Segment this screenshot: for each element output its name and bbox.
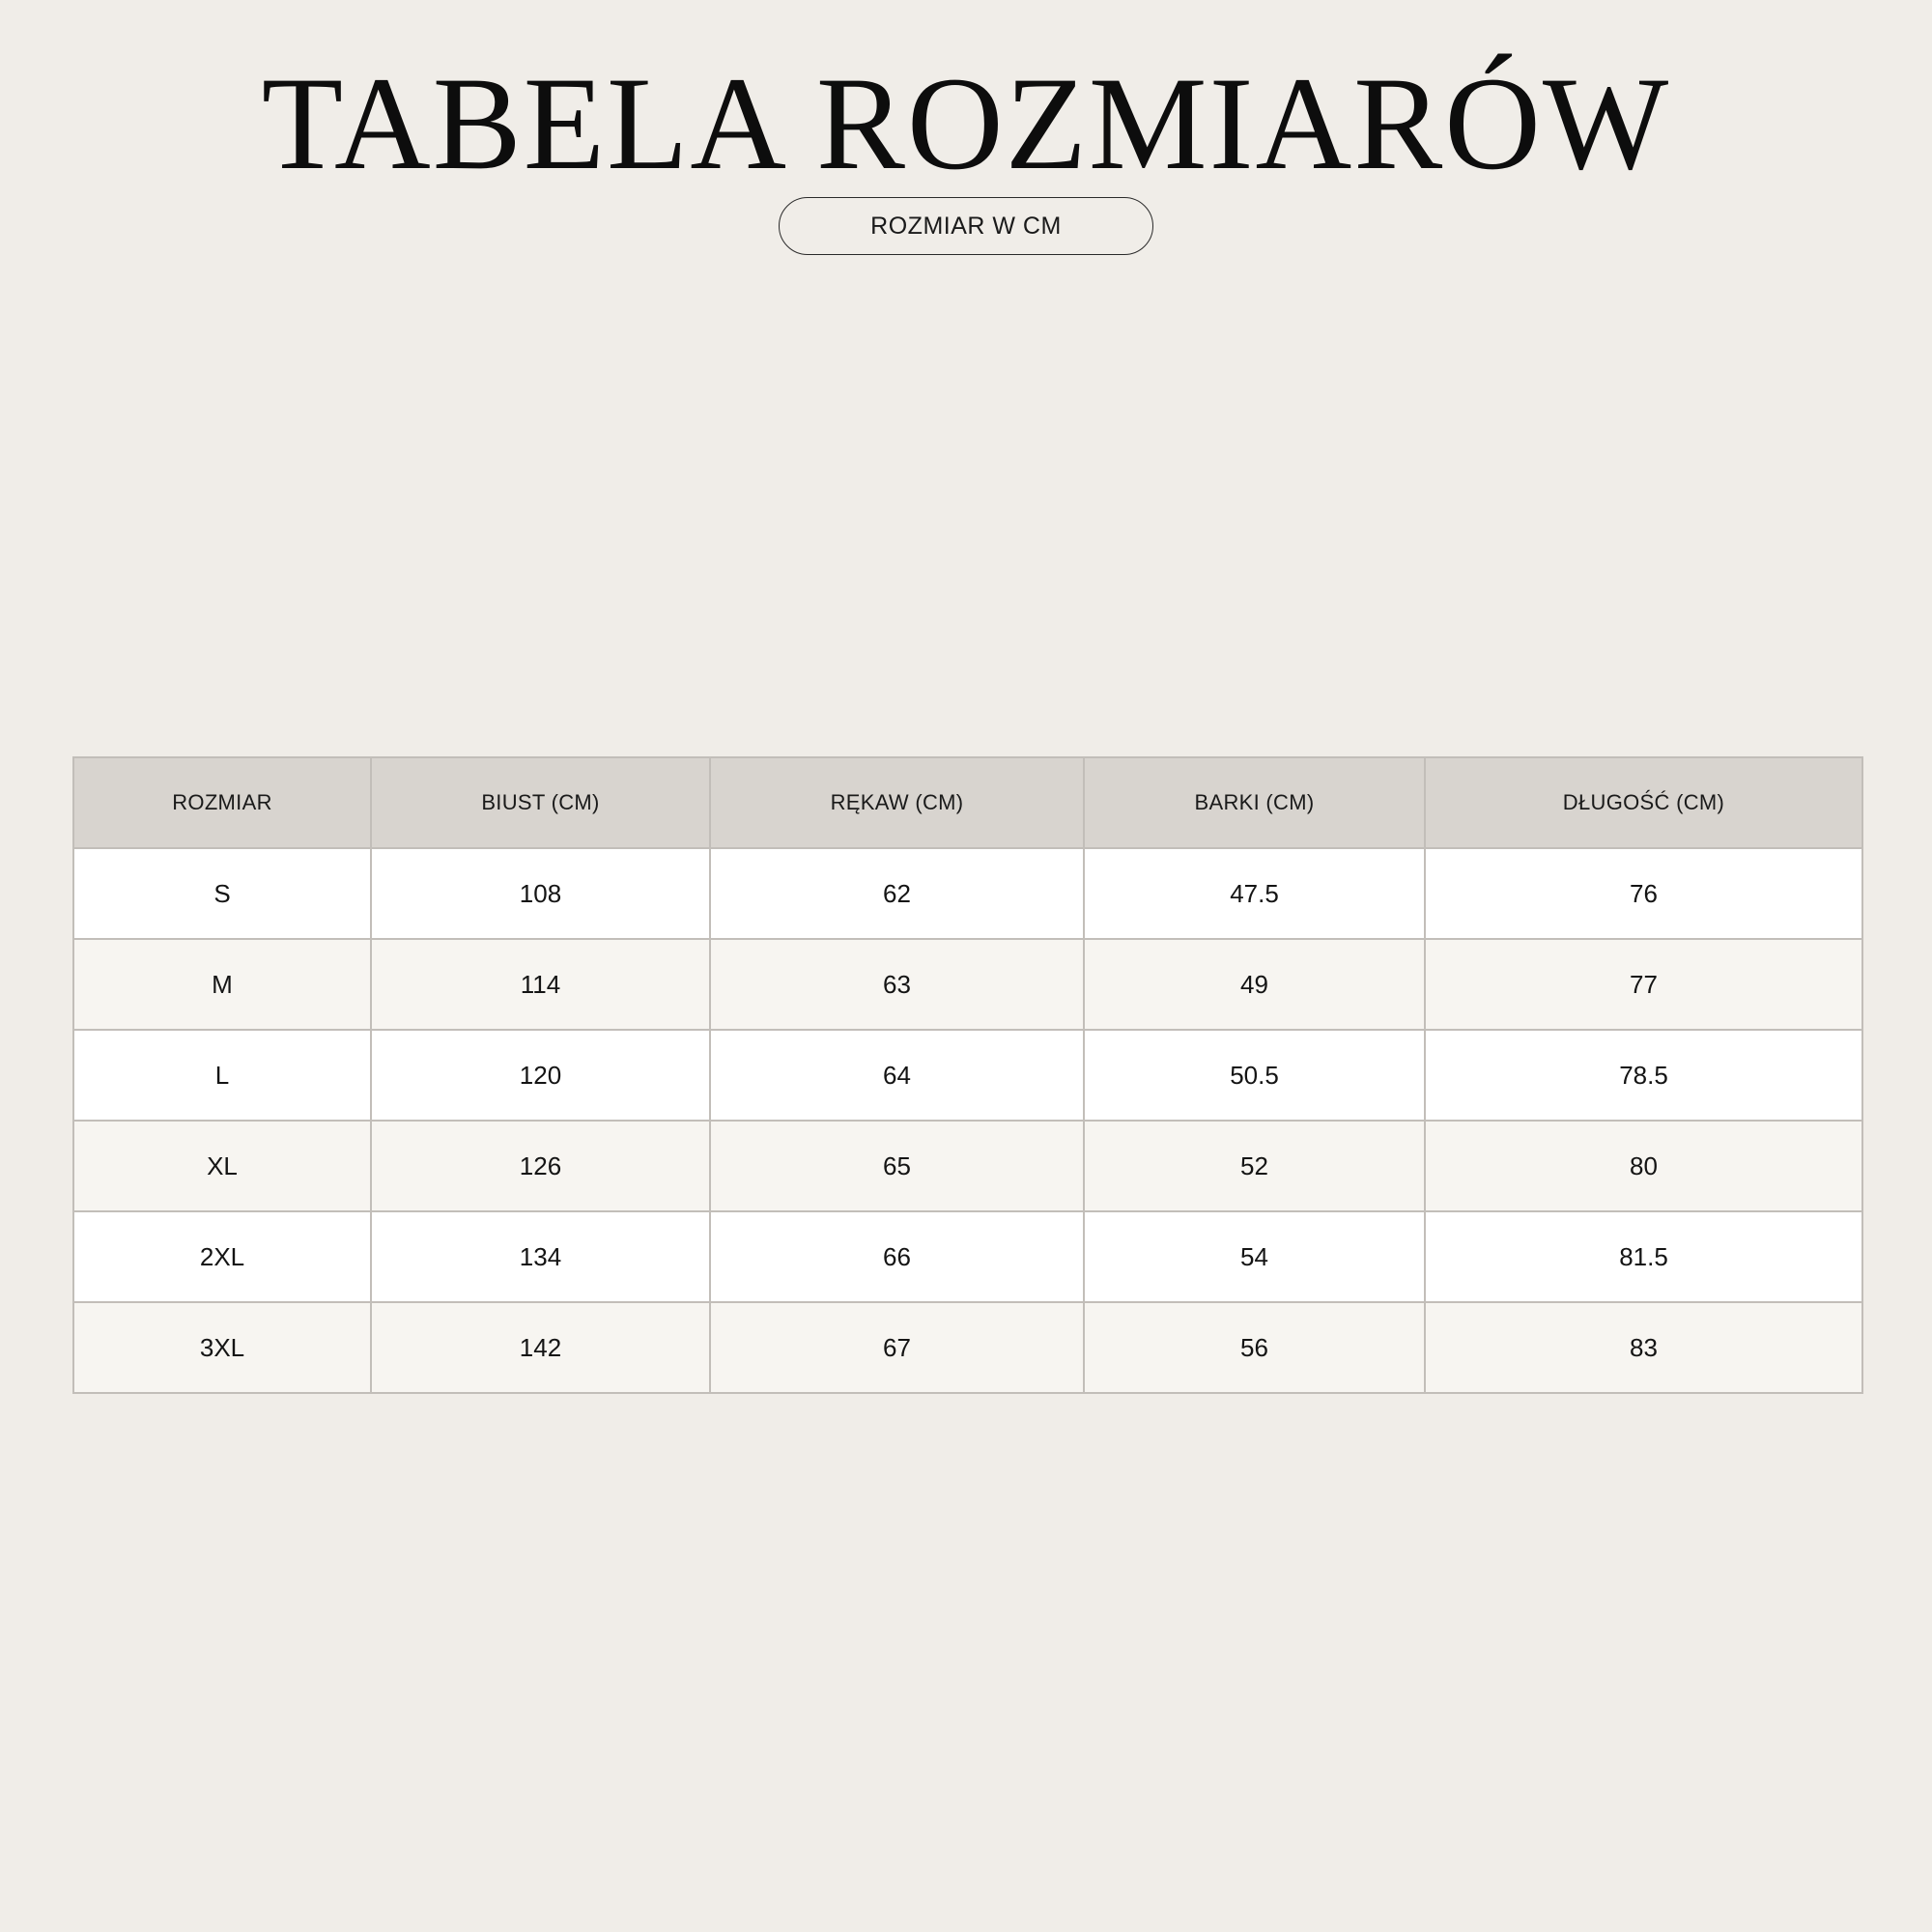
cell-size: L — [73, 1030, 371, 1121]
cell-bust: 134 — [371, 1211, 710, 1302]
table-header-row — [73, 757, 1862, 848]
cell-shoulders: 52 — [1084, 1121, 1425, 1211]
cell-shoulders: 50.5 — [1084, 1030, 1425, 1121]
unit-badge — [779, 197, 1153, 255]
cell-size: S — [73, 848, 371, 939]
cell-shoulders: 47.5 — [1084, 848, 1425, 939]
cell-bust: 108 — [371, 848, 710, 939]
cell-sleeve: 63 — [710, 939, 1084, 1030]
header-length: DŁUGOŚĆ (CM) — [1425, 757, 1862, 848]
table-row — [73, 1302, 1862, 1393]
cell-sleeve: 67 — [710, 1302, 1084, 1393]
unit-badge-label: ROZMIAR W CM — [870, 212, 1062, 240]
header-shoulders: BARKI (CM) — [1084, 757, 1425, 848]
header-bust: BIUST (CM) — [371, 757, 710, 848]
page-title: TABELA ROZMIARÓW — [261, 49, 1671, 197]
cell-size: M — [73, 939, 371, 1030]
cell-size: 3XL — [73, 1302, 371, 1393]
cell-sleeve: 66 — [710, 1211, 1084, 1302]
cell-shoulders: 56 — [1084, 1302, 1425, 1393]
header-size: ROZMIAR — [73, 757, 371, 848]
cell-bust: 114 — [371, 939, 710, 1030]
cell-bust: 142 — [371, 1302, 710, 1393]
table-row — [73, 1121, 1862, 1211]
table-row — [73, 848, 1862, 939]
cell-size: 2XL — [73, 1211, 371, 1302]
cell-bust: 120 — [371, 1030, 710, 1121]
cell-sleeve: 62 — [710, 848, 1084, 939]
cell-length: 81.5 — [1425, 1211, 1862, 1302]
cell-length: 77 — [1425, 939, 1862, 1030]
cell-bust: 126 — [371, 1121, 710, 1211]
table-row — [73, 939, 1862, 1030]
cell-shoulders: 49 — [1084, 939, 1425, 1030]
cell-size: XL — [73, 1121, 371, 1211]
cell-length: 83 — [1425, 1302, 1862, 1393]
cell-sleeve: 64 — [710, 1030, 1084, 1121]
cell-length: 78.5 — [1425, 1030, 1862, 1121]
cell-length: 80 — [1425, 1121, 1862, 1211]
cell-shoulders: 54 — [1084, 1211, 1425, 1302]
size-table — [72, 756, 1863, 1394]
table-row — [73, 1030, 1862, 1121]
cell-length: 76 — [1425, 848, 1862, 939]
table-row — [73, 1211, 1862, 1302]
header-sleeve: RĘKAW (CM) — [710, 757, 1084, 848]
cell-sleeve: 65 — [710, 1121, 1084, 1211]
